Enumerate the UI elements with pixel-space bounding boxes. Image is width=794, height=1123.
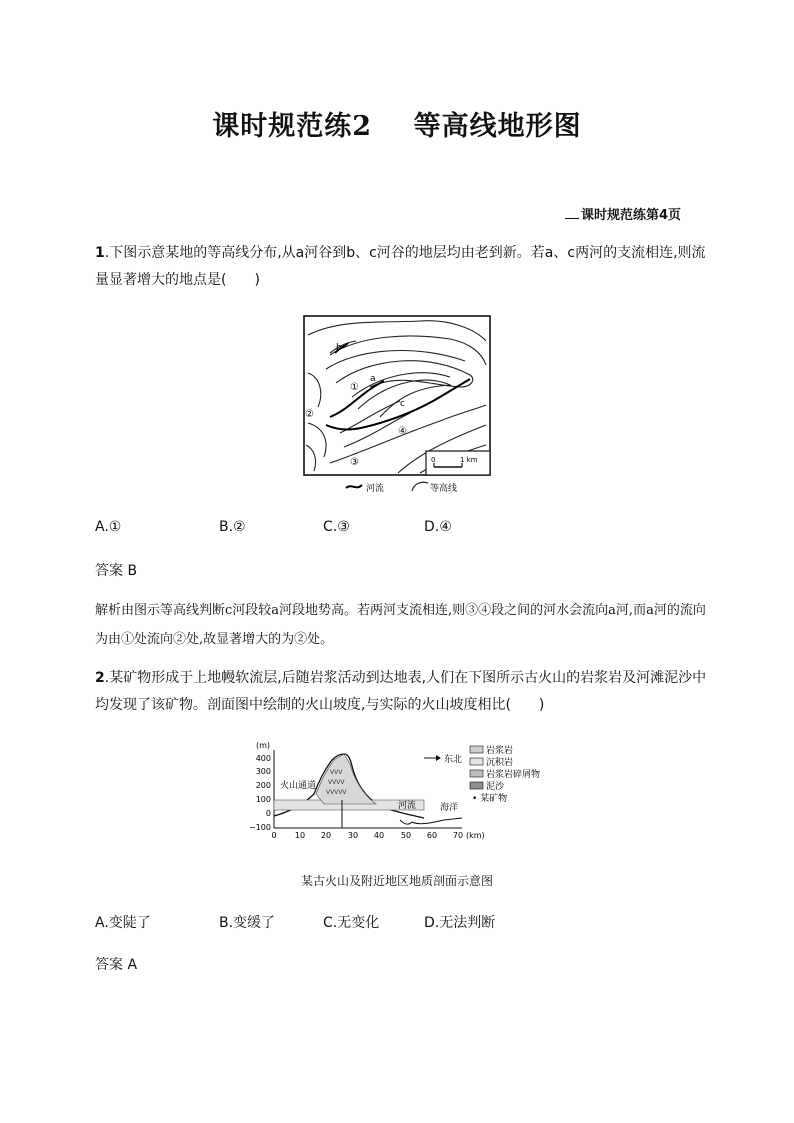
map-point-4: ④ — [398, 426, 407, 437]
x-tick: 0 — [271, 831, 277, 840]
y-tick: 200 — [255, 781, 271, 790]
question-1 — [95, 240, 707, 294]
map-point-3: ③ — [350, 457, 359, 468]
option-d[interactable]: D.无法判断 — [424, 915, 496, 931]
svg-text:VVVVV: VVVVV — [326, 789, 347, 796]
question-1-options — [95, 519, 452, 535]
option-c[interactable]: C.③ — [323, 519, 350, 535]
x-tick: 30 — [347, 831, 359, 840]
label-sea: 海洋 — [440, 803, 459, 813]
legend-river-symbol — [346, 485, 362, 488]
label-river: 河流 — [398, 801, 417, 811]
legend-contour-label: 等高线 — [430, 484, 458, 494]
legend-item: 岩浆岩碎屑物 — [486, 770, 541, 780]
explanation-label: 解析 — [95, 603, 122, 618]
option-a[interactable]: A.变陡了 — [95, 915, 151, 931]
y-tick-labels — [249, 754, 271, 832]
map-label-a: a — [370, 374, 376, 384]
svg-text:VVVV: VVVV — [328, 779, 345, 786]
x-tick: 20 — [320, 831, 332, 840]
x-tick: 60 — [426, 831, 438, 840]
scale-zero: 0 — [431, 456, 436, 464]
question-2-number: 2 — [95, 670, 105, 686]
map-point-2: ② — [305, 409, 314, 420]
label-volcanic-vent: 火山通道 — [280, 781, 317, 791]
map-label-b: b — [336, 343, 342, 353]
legend-swatch — [470, 770, 483, 777]
option-d[interactable]: D.④ — [424, 519, 452, 535]
option-b[interactable]: B.变缓了 — [219, 915, 276, 931]
option-c[interactable]: C.无变化 — [323, 915, 380, 931]
legend-swatch — [470, 782, 483, 789]
question-2-options — [95, 912, 495, 932]
legend-item: 岩浆岩 — [486, 746, 514, 756]
legend-item: 沉积岩 — [486, 758, 514, 768]
legend-contour-symbol — [412, 482, 428, 491]
legend-swatch — [470, 746, 483, 753]
legend-item: • 某矿物 — [472, 794, 508, 804]
x-tick: 50 — [400, 831, 412, 840]
question-1-explanation — [95, 596, 707, 654]
page-title: 课时规范练2 等高线地形图 — [212, 111, 582, 142]
x-tick: 10 — [294, 831, 306, 840]
volcano-profile-figure — [244, 738, 589, 842]
question-1-answer: 答案 B — [95, 563, 138, 579]
contour-map-figure — [300, 313, 495, 495]
explanation-text: 由图示等高线判断c河段较a河段地势高。若两河支流相连,则③④段之间的河水会流向a河,而a河的流向为由①处流向②处,故显著增大的为②处。 — [95, 603, 706, 647]
legend-swatch — [470, 758, 483, 765]
igneous-body — [316, 754, 376, 804]
y-tick: 0 — [265, 809, 271, 818]
x-tick: 40 — [373, 831, 385, 840]
direction-arrow-icon — [436, 755, 441, 761]
question-1-text: .下图示意某地的等高线分布,从a河谷到b、c河谷的地层均由老到新。若a、c两河的支流相连,则流量显著增大的地点是( ) — [95, 245, 706, 288]
scale-box — [426, 451, 490, 475]
question-1-number: 1 — [95, 245, 105, 261]
svg-text:VVV: VVV — [330, 769, 343, 776]
direction-label: 东北 — [444, 755, 463, 765]
option-a[interactable]: A.① — [95, 519, 122, 535]
question-2-text: .某矿物形成于上地幔软流层,后随岩浆活动到达地表,人们在下图所示古火山的岩浆岩及河滩泥沙中均发现了该矿物。剖面图中绘制的火山坡度,与实际的火山坡度相比( ) — [95, 670, 707, 713]
y-unit: (m) — [256, 741, 271, 750]
figure-caption: 某古火山及附近地区地质剖面示意图 — [300, 874, 493, 888]
question-2-answer: 答案 A — [95, 957, 138, 973]
profile-legend — [470, 744, 540, 804]
map-label-c: c — [400, 399, 405, 409]
legend-item: 泥沙 — [486, 782, 505, 792]
page-reference — [565, 204, 681, 223]
scale-km: 1 km — [460, 456, 478, 464]
x-tick: 70 — [452, 831, 464, 840]
page-reference-text: 课时规范练第4页 — [580, 208, 681, 223]
river-sea-surface — [400, 818, 462, 824]
question-2 — [95, 665, 707, 719]
y-tick: 400 — [255, 754, 271, 763]
x-unit: (km) — [466, 831, 485, 840]
x-tick-labels — [271, 831, 463, 840]
blank-line — [565, 218, 579, 219]
map-point-1: ① — [350, 382, 359, 393]
option-b[interactable]: B.② — [219, 519, 246, 535]
legend-river-label: 河流 — [366, 484, 385, 494]
y-tick: 100 — [255, 795, 271, 804]
y-tick: −100 — [249, 823, 271, 832]
y-tick: 300 — [255, 767, 271, 776]
